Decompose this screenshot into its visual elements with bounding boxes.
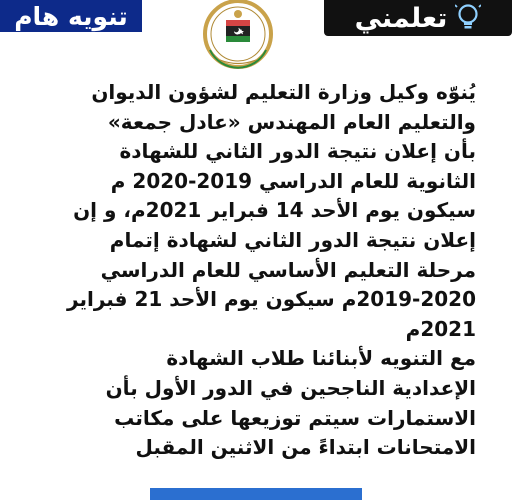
announcement-paragraph-2: مع التنويه لأبنائنا طلاب الشهادة الإعدادية الناجحين في الدور الأول بأن الاستمارات سيتم توزيعها على مكاتب الامتحانات ابتداءً من الاثنين المقبل	[105, 346, 476, 460]
footer-bar	[150, 488, 362, 500]
site-logo[interactable]	[324, 0, 512, 36]
notice-badge	[0, 0, 142, 32]
announcement-body	[34, 78, 476, 463]
lightbulb-icon	[455, 3, 481, 33]
header	[0, 0, 512, 74]
notice-label: تنويه هام	[14, 1, 128, 31]
announcement-paragraph-1: يُنوّه وكيل وزارة التعليم لشؤون الديوان والتعليم العام المهندس «عادل جمعة» بأن إعلان نتيجة الدور الثاني للشهادة الثانوية للعام الدراسي 2019-2020 م سيكون يوم الأحد 14 فبراير 2021م، و إن إعلان نتيجة الدور الثاني لشهادة إتمام مرحلة التعليم الأساسي للعام الدراسي 2019-2020م سيكون يوم الأحد 21 فبراير 2021م	[67, 80, 476, 341]
logo-text: تعلمني	[354, 2, 448, 34]
ministry-emblem-icon	[196, 0, 280, 72]
